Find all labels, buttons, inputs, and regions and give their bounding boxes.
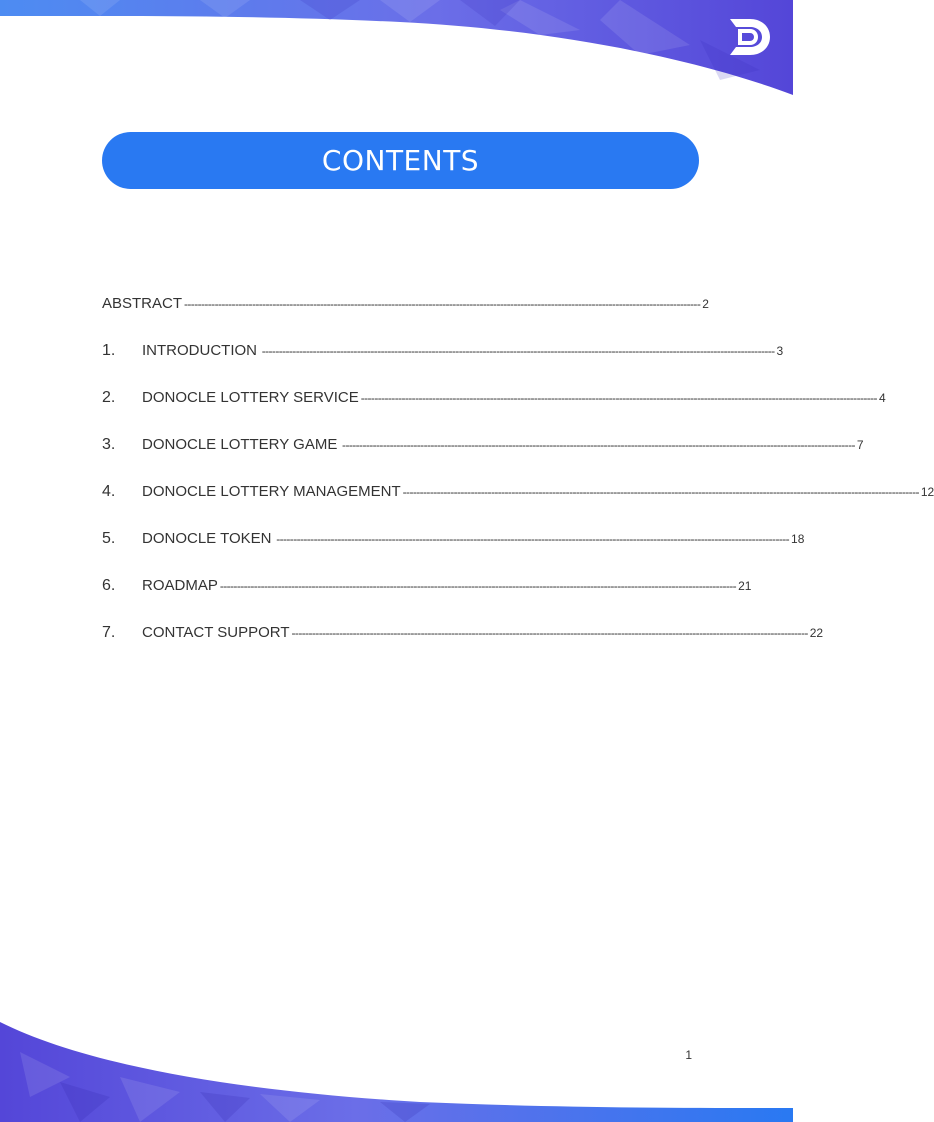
toc-leader-dots: ------------------------------------------------------------------------------------------------------------------------------------------------------- — [273, 532, 790, 546]
toc-entry-page: 22 — [809, 626, 824, 640]
toc-entry[interactable] — [102, 577, 752, 624]
toc-leader-dots: ------------------------------------------------------------------------------------------------------------------------------------------------------- — [259, 344, 775, 358]
toc-entry[interactable] — [102, 530, 805, 577]
page-number: 1 — [685, 1048, 692, 1062]
toc-leader-dots: -------------------------------------------------------------------------------------------------------------------------------------------------------- — [402, 485, 919, 499]
toc-entry-label: CONTACT SUPPORT — [142, 624, 290, 641]
toc-entry-number: 2. — [102, 389, 116, 406]
toc-leader-dots: ------------------------------------------------------------------------------------------------------------------------------------------------------- — [339, 438, 855, 452]
toc-entry-page: 7 — [856, 438, 864, 452]
toc-entry[interactable] — [102, 389, 886, 436]
toc-entry-page: 4 — [878, 391, 886, 405]
toc-entry-label: DONOCLE LOTTERY MANAGEMENT — [142, 483, 401, 500]
toc-entry-number: 7. — [102, 624, 116, 641]
toc-entry-page: 18 — [791, 532, 805, 546]
toc-leader-dots: -------------------------------------------------------------------------------------------------------------------------------------------------------- — [360, 391, 877, 405]
toc-leader-dots: -------------------------------------------------------------------------------------------------------------------------------------------------------- — [219, 579, 737, 593]
contents-title-banner — [102, 132, 699, 189]
toc-entry-label: ABSTRACT — [102, 295, 183, 312]
donocle-logo-icon — [726, 16, 772, 58]
toc-entry-number: 5. — [102, 530, 116, 547]
toc-leader-dots: -------------------------------------------------------------------------------------------------------------------------------------------------------- — [291, 626, 808, 640]
toc-entry-page: 3 — [776, 344, 784, 358]
toc-entry-number: 3. — [102, 436, 116, 453]
toc-entry-label: DONOCLE LOTTERY GAME — [142, 436, 338, 453]
toc-entry[interactable] — [102, 295, 709, 342]
toc-entry[interactable] — [102, 624, 824, 671]
header-decorative-band — [0, 0, 793, 110]
toc-entry[interactable] — [102, 342, 784, 389]
toc-entry-label: ROADMAP — [142, 577, 218, 594]
toc-leader-dots: -------------------------------------------------------------------------------------------------------------------------------------------------------- — [184, 297, 701, 311]
toc-entry-label: DONOCLE LOTTERY SERVICE — [142, 389, 359, 406]
table-of-contents — [102, 295, 934, 671]
toc-entry-page: 2 — [702, 297, 709, 311]
toc-entry-page: 21 — [738, 579, 752, 593]
toc-entry-number: 6. — [102, 577, 116, 594]
toc-entry-number: 1. — [102, 342, 116, 359]
toc-entry-label: INTRODUCTION — [142, 342, 257, 359]
toc-entry-page: 12 — [920, 485, 934, 499]
toc-entry-label: DONOCLE TOKEN — [142, 530, 272, 547]
toc-entry-number: 4. — [102, 483, 116, 500]
footer-decorative-band — [0, 1022, 793, 1122]
toc-entry[interactable] — [102, 483, 934, 530]
toc-entry[interactable] — [102, 436, 864, 483]
page-title: CONTENTS — [321, 144, 480, 177]
